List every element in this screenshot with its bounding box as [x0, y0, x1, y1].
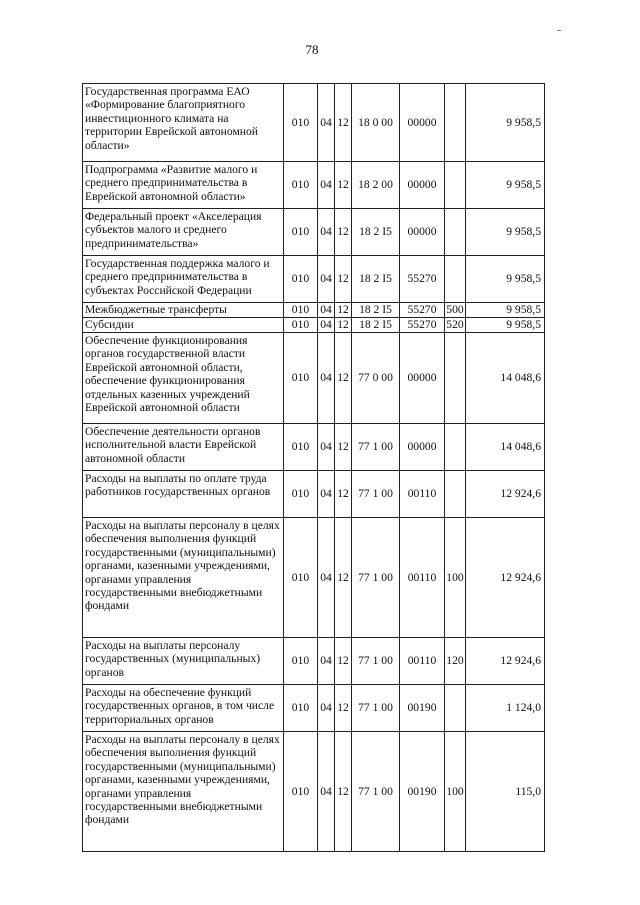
item-code-cell: 00110	[400, 471, 445, 518]
table-row	[83, 518, 545, 638]
subsection-code-cell: 12	[335, 732, 352, 852]
ministry-code-cell: 010	[284, 732, 318, 852]
expense-type-cell	[445, 333, 466, 424]
section-code-cell: 04	[318, 333, 335, 424]
section-code-cell: 04	[318, 424, 335, 471]
subsection-code-cell: 12	[335, 333, 352, 424]
amount-cell: 12 924,6	[466, 518, 545, 638]
budget-table-body	[83, 84, 545, 852]
section-code-cell: 04	[318, 256, 335, 303]
ministry-code-cell: 010	[284, 685, 318, 732]
row-name-cell: Расходы на обеспечение функций государственных органов, в том числе территориальных органов	[83, 685, 284, 732]
subsection-code-cell: 12	[335, 424, 352, 471]
table-row	[83, 471, 545, 518]
expense-type-cell: 500	[446, 303, 464, 316]
expense-type-cell: 100	[445, 518, 466, 638]
row-name-cell: Расходы на выплаты персоналу в целях обеспечения выполнения функций государственными (муниципальными) органами, казенными учреждениями, органами управления государственными внебюджетными фондами	[83, 518, 284, 638]
ministry-code-cell: 010	[284, 303, 318, 318]
row-name-cell: Подпрограмма «Развитие малого и среднего предпринимательства в Еврейской автономной области»	[83, 162, 284, 209]
ministry-code-cell: 010	[284, 209, 318, 256]
row-name-cell: Расходы на выплаты персоналу государственных (муниципальных) органов	[83, 638, 284, 685]
expense-type-cell	[445, 685, 466, 732]
program-code-cell: 77 1 00	[352, 685, 400, 732]
ministry-code-cell: 010	[284, 518, 318, 638]
table-row	[83, 84, 545, 162]
item-code-cell: 00190	[400, 685, 445, 732]
item-code-cell: 00000	[400, 209, 445, 256]
ministry-code-cell: 010	[284, 84, 318, 162]
table-row	[83, 333, 545, 424]
row-name-cell: Расходы на выплаты по оплате труда работников государственных органов	[83, 471, 284, 518]
program-code-cell: 18 0 00	[352, 84, 400, 162]
section-code-cell: 04	[318, 84, 335, 162]
expense-type-cell: 520	[446, 318, 464, 331]
amount-cell: 9 958,5	[466, 303, 545, 318]
item-code-cell: 55270	[400, 318, 445, 333]
table-row	[83, 424, 545, 471]
program-code-cell: 18 2 I5	[352, 318, 400, 333]
item-code-cell: 00000	[400, 333, 445, 424]
expense-type-cell	[445, 471, 466, 518]
subsection-code-cell: 12	[335, 84, 352, 162]
table-row	[83, 303, 545, 318]
program-code-cell: 18 2 I5	[352, 209, 400, 256]
section-code-cell: 04	[318, 162, 335, 209]
row-name-cell: Государственная поддержка малого и среднего предпринимательства в субъектах Российской Федерации	[83, 256, 284, 303]
section-code-cell: 04	[318, 303, 335, 318]
row-name-cell: Обеспечение функционирования органов государственной власти Еврейской автономной области, обеспечение функционирования отдельных казенных учреждений Еврейской автономной области	[83, 333, 284, 424]
ministry-code-cell: 010	[284, 638, 318, 685]
row-name-cell: Федеральный проект «Акселерация субъектов малого и среднего предпринимательства»	[83, 209, 284, 256]
row-name-cell: Субсидии	[83, 318, 284, 333]
section-code-cell: 04	[318, 638, 335, 685]
row-name-cell: Расходы на выплаты персоналу в целях обеспечения выполнения функций государственными (муниципальными) органами, казенными учреждениями, органами управления государственными внебюджетными фондами	[83, 732, 284, 852]
table-row	[83, 685, 545, 732]
item-code-cell: 00110	[400, 518, 445, 638]
section-code-cell: 04	[318, 471, 335, 518]
amount-cell: 12 924,6	[466, 471, 545, 518]
ministry-code-cell: 010	[284, 256, 318, 303]
ministry-code-cell: 010	[284, 471, 318, 518]
amount-cell: 14 048,6	[466, 333, 545, 424]
amount-cell: 9 958,5	[466, 84, 545, 162]
subsection-code-cell: 12	[335, 685, 352, 732]
subsection-code-cell: 12	[335, 471, 352, 518]
expense-type-cell: 100	[445, 732, 466, 852]
section-code-cell: 04	[318, 518, 335, 638]
subsection-code-cell: 12	[335, 256, 352, 303]
subsection-code-cell: 12	[335, 518, 352, 638]
item-code-cell: 00110	[400, 638, 445, 685]
ministry-code-cell: 010	[284, 318, 318, 333]
amount-cell: 9 958,5	[466, 209, 545, 256]
expense-type-cell	[445, 84, 466, 162]
section-code-cell: 04	[318, 209, 335, 256]
amount-cell: 9 958,5	[466, 256, 545, 303]
program-code-cell: 77 1 00	[352, 732, 400, 852]
budget-table	[82, 83, 545, 852]
amount-cell: 12 924,6	[466, 638, 545, 685]
item-code-cell: 00000	[400, 84, 445, 162]
section-code-cell: 04	[318, 685, 335, 732]
ministry-code-cell: 010	[284, 333, 318, 424]
expense-type-cell	[445, 256, 466, 303]
table-row	[83, 732, 545, 852]
expense-type-cell	[445, 162, 466, 209]
item-code-cell: 55270	[400, 303, 445, 318]
expense-type-cell	[445, 424, 466, 471]
program-code-cell: 77 1 00	[352, 424, 400, 471]
table-row	[83, 209, 545, 256]
program-code-cell: 77 1 00	[352, 518, 400, 638]
subsection-code-cell: 12	[335, 303, 352, 318]
section-code-cell: 04	[318, 318, 335, 333]
program-code-cell: 18 2 00	[352, 162, 400, 209]
expense-type-cell: 120	[445, 638, 466, 685]
program-code-cell: 18 2 I5	[352, 256, 400, 303]
program-code-cell: 18 2 I5	[352, 303, 400, 318]
subsection-code-cell: 12	[335, 318, 352, 333]
subsection-code-cell: 12	[335, 638, 352, 685]
amount-cell: 115,0	[466, 732, 545, 852]
amount-cell: 14 048,6	[466, 424, 545, 471]
amount-cell: 1 124,0	[466, 685, 545, 732]
section-code-cell: 04	[318, 732, 335, 852]
expense-type-cell	[445, 209, 466, 256]
item-code-cell: 55270	[400, 256, 445, 303]
ministry-code-cell: 010	[284, 424, 318, 471]
amount-cell: 9 958,5	[466, 162, 545, 209]
row-name-cell: Межбюджетные трансферты	[83, 303, 284, 318]
item-code-cell: 00190	[400, 732, 445, 852]
table-row	[83, 318, 545, 333]
table-row	[83, 638, 545, 685]
item-code-cell: 00000	[400, 162, 445, 209]
ministry-code-cell: 010	[284, 162, 318, 209]
table-row	[83, 256, 545, 303]
row-name-cell: Государственная программа ЕАО «Формирование благоприятного инвестиционного климата на территории Еврейской автономной области»	[83, 84, 284, 162]
program-code-cell: 77 0 00	[352, 333, 400, 424]
program-code-cell: 77 1 00	[352, 638, 400, 685]
amount-cell: 9 958,5	[466, 318, 545, 333]
subsection-code-cell: 12	[335, 209, 352, 256]
table-row	[83, 162, 545, 209]
scan-mark	[557, 30, 561, 31]
page-number: 78	[305, 42, 319, 57]
row-name-cell: Обеспечение деятельности органов исполнительной власти Еврейской автономной области	[83, 424, 284, 471]
subsection-code-cell: 12	[335, 162, 352, 209]
program-code-cell: 77 1 00	[352, 471, 400, 518]
item-code-cell: 00000	[400, 424, 445, 471]
